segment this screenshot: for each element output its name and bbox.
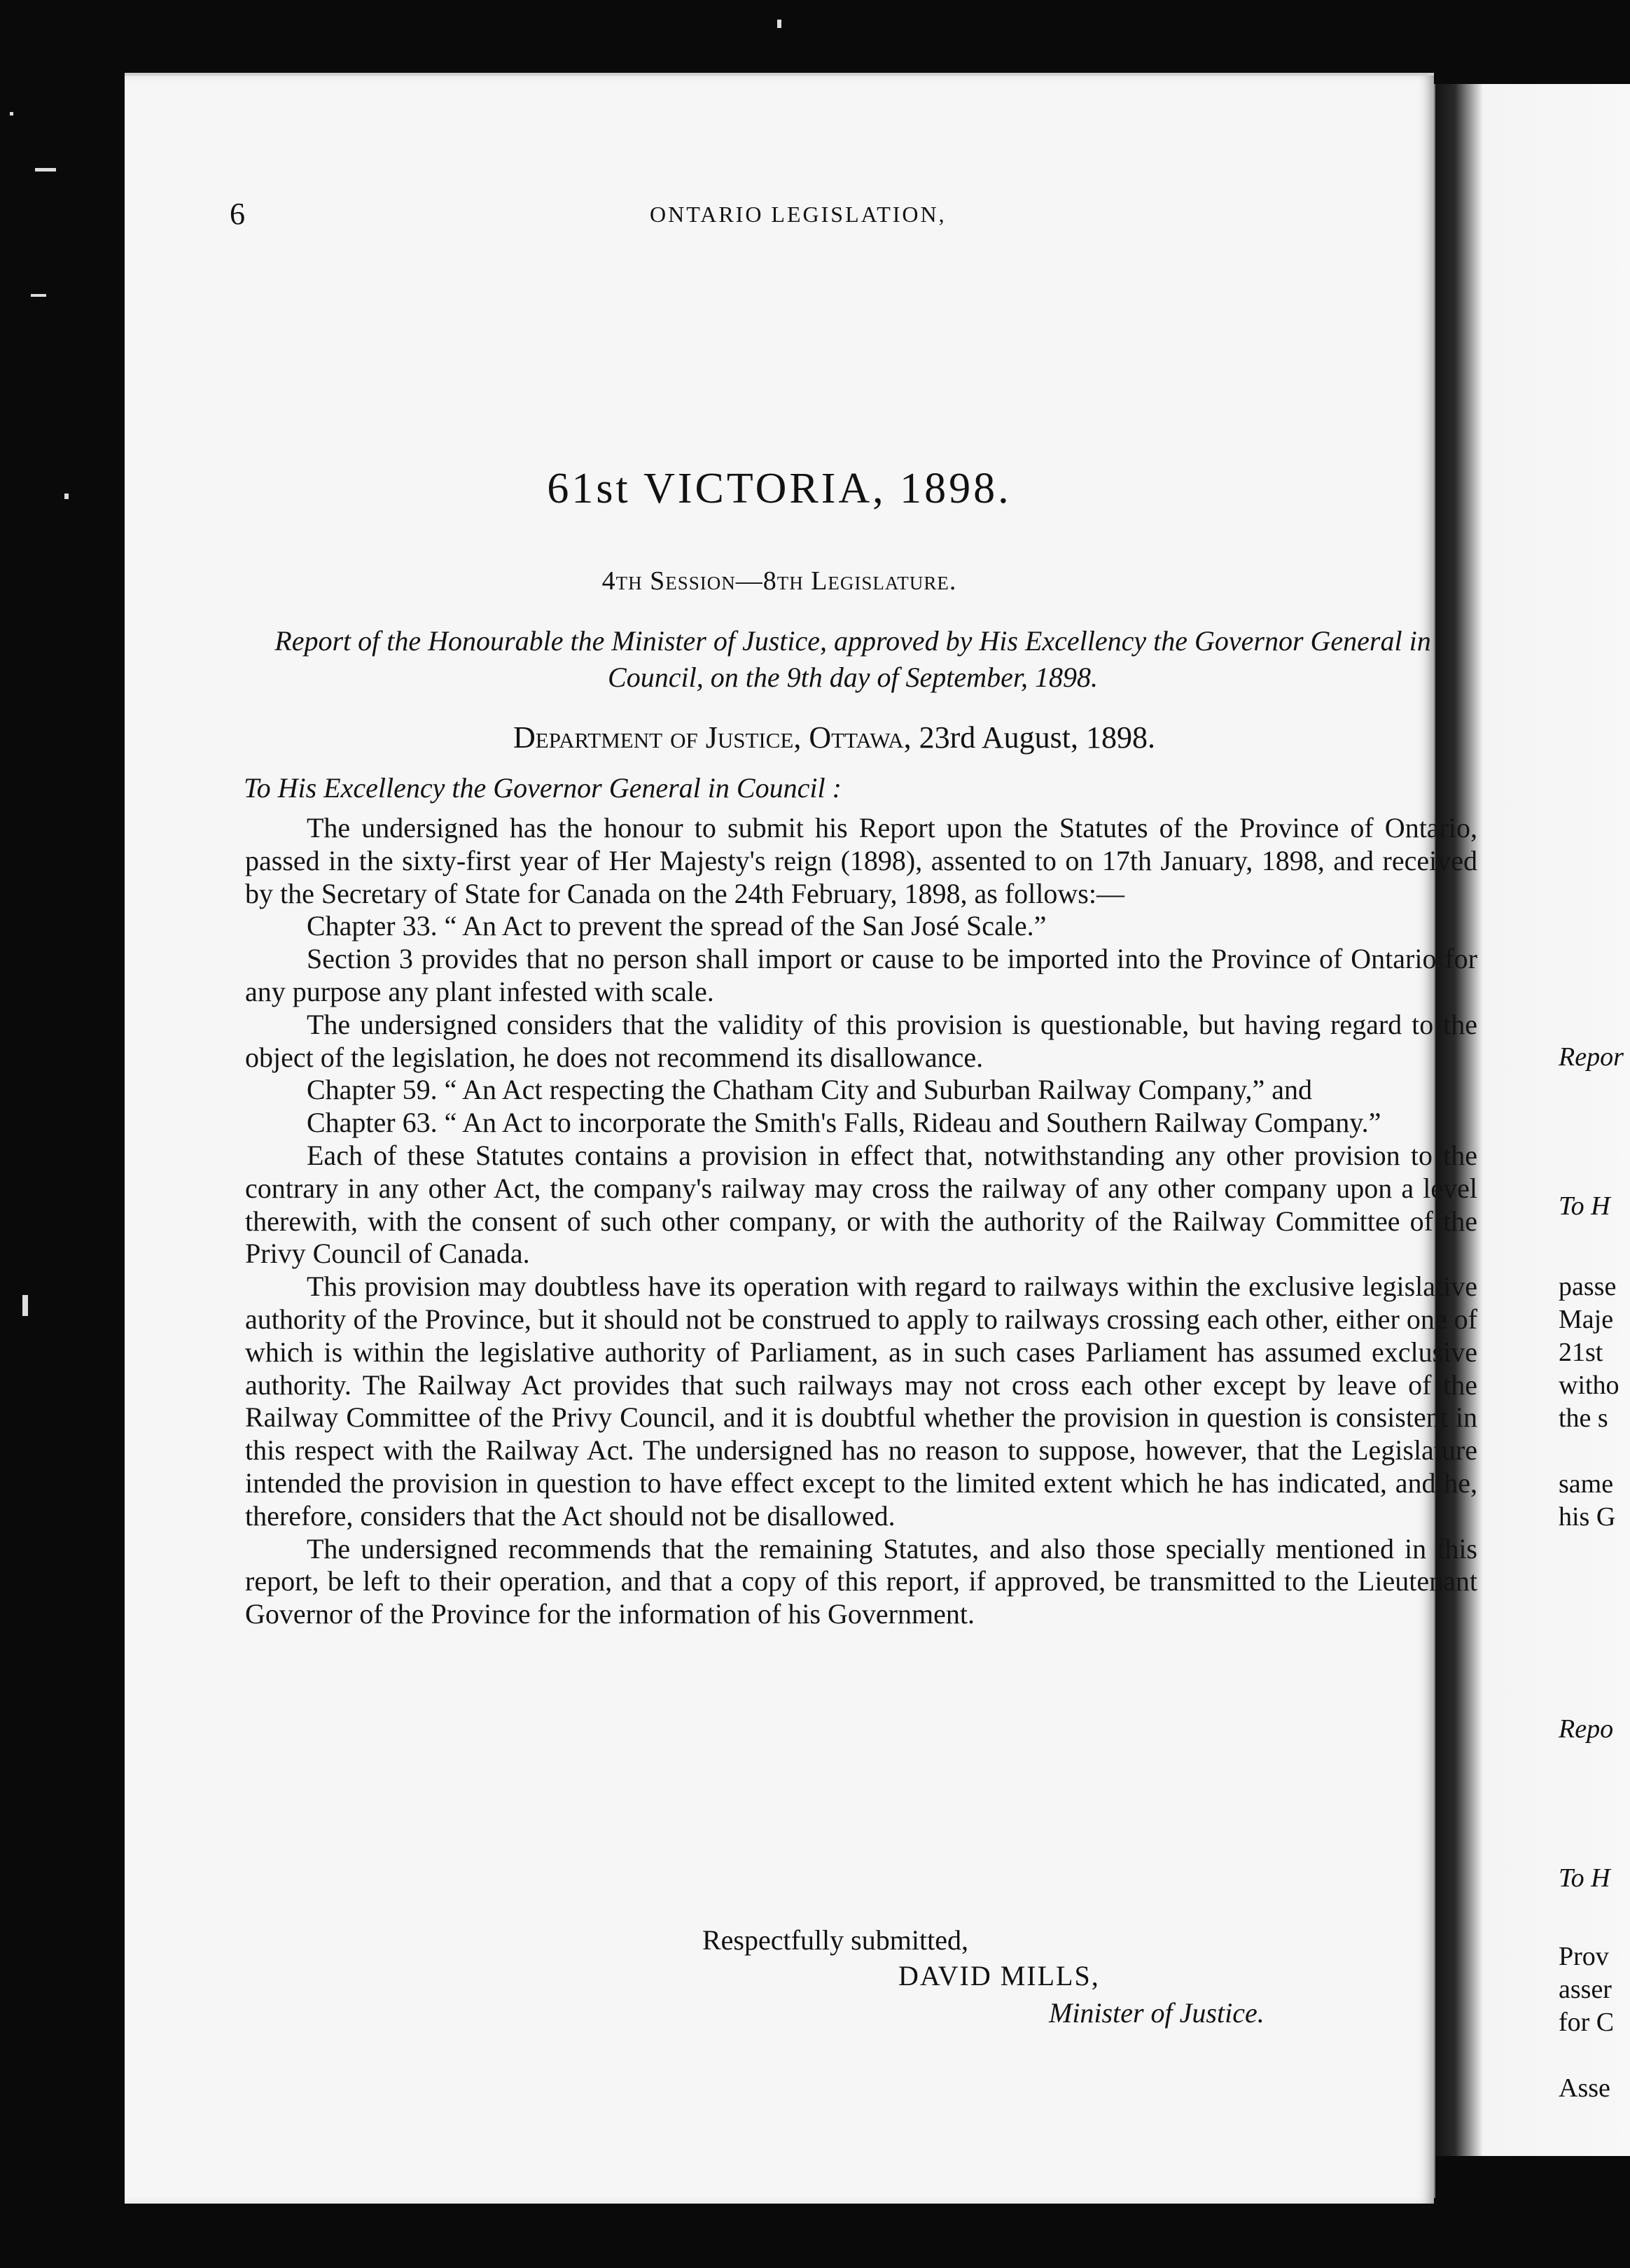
signatory-name: DAVID MILLS, xyxy=(898,1960,1100,1991)
facing-page-fragment: witho xyxy=(1559,1371,1619,1400)
salutation: To His Excellency the Governor General in Council : xyxy=(244,772,842,804)
body-paragraph: Each of these Statutes contains a provision in effect that, notwithstanding any other provision to the contrary in any other Act, the company's railway may cross the railway of any other company upon a level therewith, with the consent of such other company, or with the authority of the Railway Committee of the Privy Council of Canada. xyxy=(245,1139,1477,1270)
scan-speck xyxy=(22,1295,28,1316)
body-paragraph: Chapter 59. “ An Act respecting the Chatham City and Suburban Railway Company,” and xyxy=(307,1074,1312,1106)
scan-speck xyxy=(35,168,56,172)
scan-speck xyxy=(777,20,781,28)
page-title: 61st VICTORIA, 1898. xyxy=(547,465,1012,512)
closing-line: Respectfully submitted, xyxy=(702,1924,968,1956)
scan-speck xyxy=(10,112,13,115)
facing-page-fragment: Repor xyxy=(1559,1042,1624,1072)
department-dateline xyxy=(513,720,1155,755)
body-paragraph: The undersigned recommends that the remaining Statutes, and also those specially mentioned in this report, be left to their operation, and that a copy of this report, if approved, be transmitted to the Lieutenant Governor of the Province for the information of his Government. xyxy=(245,1532,1477,1630)
scan-speck xyxy=(31,294,46,297)
report-heading: Report of the Honourable the Minister of Justice, approved by His Excellency the Governor General in Council, on the 9th day of September, 1898. xyxy=(274,625,1431,693)
department-name: Department of Justice, xyxy=(513,720,802,755)
session-heading: 4th Session—8th Legislature. xyxy=(601,566,957,596)
facing-page-fragment: Asse xyxy=(1559,2073,1610,2103)
facing-page-fragment: passe xyxy=(1559,1272,1617,1301)
document-page xyxy=(125,73,1477,2204)
scan-speck xyxy=(64,493,69,499)
body-paragraph: Section 3 provides that no person shall import or cause to be imported into the Province of Ontario for any purpose any plant infested with scale. xyxy=(245,943,1477,1007)
page-number: 6 xyxy=(230,197,245,231)
body-paragraph: This provision may doubtless have its operation with regard to railways within the exclusive legislative authority of the Province, but it should not be construed to apply to railways crossing each other, either one of which is within the legislative authority of Parliament, as in such cases Parliament has assumed exclusive authority. The Railway Act provides that such railways may not cross each other except by leave of the Railway Committee of the Privy Council, and it is doubtful whether the provision in question is consistent in this respect with the Railway Act. The undersigned has no reason to suppose, however, that the Legislature intended the provision in question to have effect except to the limited extent which he has indicated, and he, therefore, considers that the Act should not be disallowed. xyxy=(245,1270,1477,1532)
facing-page-fragment: Prov xyxy=(1559,1942,1609,1971)
facing-page-fragment: To H xyxy=(1559,1863,1610,1893)
body-paragraph: Chapter 63. “ An Act to incorporate the Smith's Falls, Rideau and Southern Railway Company.” xyxy=(307,1107,1381,1139)
report-body xyxy=(245,812,1477,1631)
running-header: ONTARIO LEGISLATION, xyxy=(650,202,947,227)
facing-page-fragment: for C xyxy=(1559,2008,1615,2037)
facing-page-fragment: asser xyxy=(1559,1975,1612,2004)
facing-page-fragment: the s xyxy=(1559,1404,1608,1433)
facing-page-fragment: To H xyxy=(1559,1191,1610,1221)
body-paragraph: The undersigned has the honour to submit his Report upon the Statutes of the Province of Ontario, passed in the sixty-first year of Her Majesty's reign (1898), assented to on 17th January, 1898, and received by the Secretary of State for Canada on the 24th February, 1898, as follows:— xyxy=(245,812,1477,909)
facing-page-fragment: Maje xyxy=(1559,1305,1614,1334)
department-place: Ottawa, xyxy=(809,720,912,755)
department-date: 23rd August, 1898. xyxy=(919,720,1155,755)
facing-page-fragment: 21st xyxy=(1559,1338,1603,1367)
body-paragraph: The undersigned considers that the validity of this provision is questionable, but having regard to the object of the legislation, he does not recommend its disallowance. xyxy=(245,1008,1477,1073)
facing-page-fragment: Repo xyxy=(1559,1714,1614,1744)
facing-page-fragment: same xyxy=(1559,1469,1614,1499)
facing-page-fragment: his G xyxy=(1559,1502,1616,1532)
signatory-title: Minister of Justice. xyxy=(1049,1997,1265,2029)
body-paragraph: Chapter 33. “ An Act to prevent the spread of the San José Scale.” xyxy=(307,910,1047,942)
